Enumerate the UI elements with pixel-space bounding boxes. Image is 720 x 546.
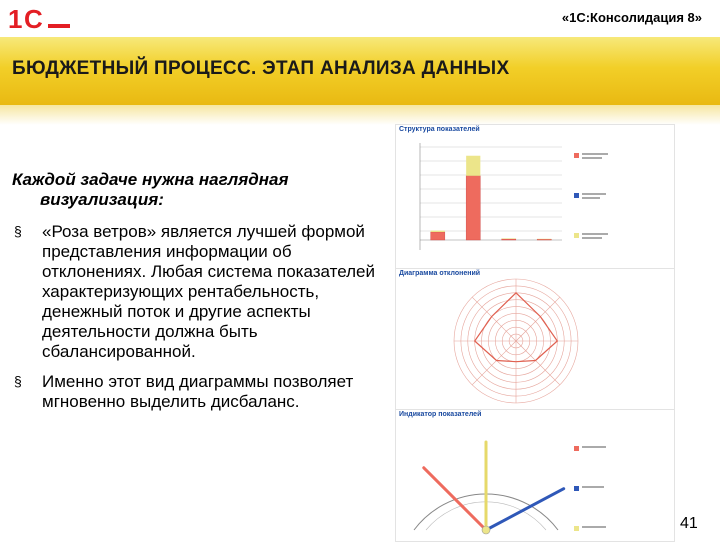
legend-label-placeholder — [582, 446, 606, 448]
legend-label-placeholder — [582, 526, 606, 528]
structure-bar-chart — [396, 125, 674, 268]
bar — [502, 238, 516, 239]
bar — [431, 232, 445, 240]
legend-swatch-yellow — [574, 233, 579, 238]
slide-title: БЮДЖЕТНЫЙ ПРОЦЕСС. ЭТАП АНАЛИЗА ДАННЫХ — [12, 58, 509, 80]
legend-label-placeholder — [582, 233, 608, 235]
banner-fade — [0, 105, 720, 125]
structure-title: Структура показателей — [399, 126, 480, 133]
bullet-marker: § — [14, 221, 22, 241]
bar — [466, 156, 480, 176]
legend-swatch-blue — [574, 486, 579, 491]
bar — [537, 239, 551, 240]
logo-1c-icon — [8, 6, 70, 32]
product-name: «1С:Консолидация 8» — [562, 10, 702, 25]
bullet-item — [12, 372, 382, 412]
page-number: 41 — [680, 515, 698, 533]
bar — [466, 176, 480, 240]
legend-label-placeholder — [582, 197, 600, 199]
bar — [431, 231, 445, 232]
indicator-gauge — [396, 410, 674, 541]
legend-label-placeholder — [582, 193, 606, 195]
lead-line-1: Каждой задаче нужна наглядная — [12, 170, 288, 189]
radar-axis — [516, 341, 560, 385]
bullet-text: Именно этот вид диаграммы позволяет мгновенно выделить дисбаланс. — [42, 372, 353, 411]
structure-panel — [395, 124, 675, 269]
gauge-hub — [482, 526, 490, 534]
indicator-panel — [395, 409, 675, 542]
legend-swatch-blue — [574, 193, 579, 198]
gauge-needle-red — [424, 468, 486, 530]
legend-label-placeholder — [582, 157, 602, 159]
bullet-item — [12, 222, 382, 362]
legend-label-placeholder — [582, 486, 604, 488]
company-logo — [8, 6, 70, 32]
lead-text — [12, 170, 382, 210]
lead-line-2: визуализация: — [12, 190, 382, 210]
deviation-panel — [395, 268, 675, 410]
deviation-radar-chart — [396, 269, 674, 409]
body-text — [12, 170, 382, 422]
legend-swatch-red — [574, 153, 579, 158]
indicator-title: Индикатор показателей — [399, 411, 481, 418]
radar-axis — [472, 341, 516, 385]
legend-label-placeholder — [582, 153, 608, 155]
svg-text:1: 1 — [8, 6, 22, 32]
bar — [502, 239, 516, 240]
bullet-marker: § — [14, 371, 22, 391]
legend-swatch-yellow — [574, 526, 579, 531]
svg-text:С: С — [24, 6, 43, 32]
bullet-text: «Роза ветров» является лучшей формой представления информации об отклонениях. Любая система показателей характеризующих рентабельность, денежный поток и другие аспекты деятельности должна быть сбалансированной. — [42, 222, 375, 361]
deviation-title: Диаграмма отклонений — [399, 270, 480, 277]
legend-swatch-red — [574, 446, 579, 451]
legend-label-placeholder — [582, 237, 602, 239]
